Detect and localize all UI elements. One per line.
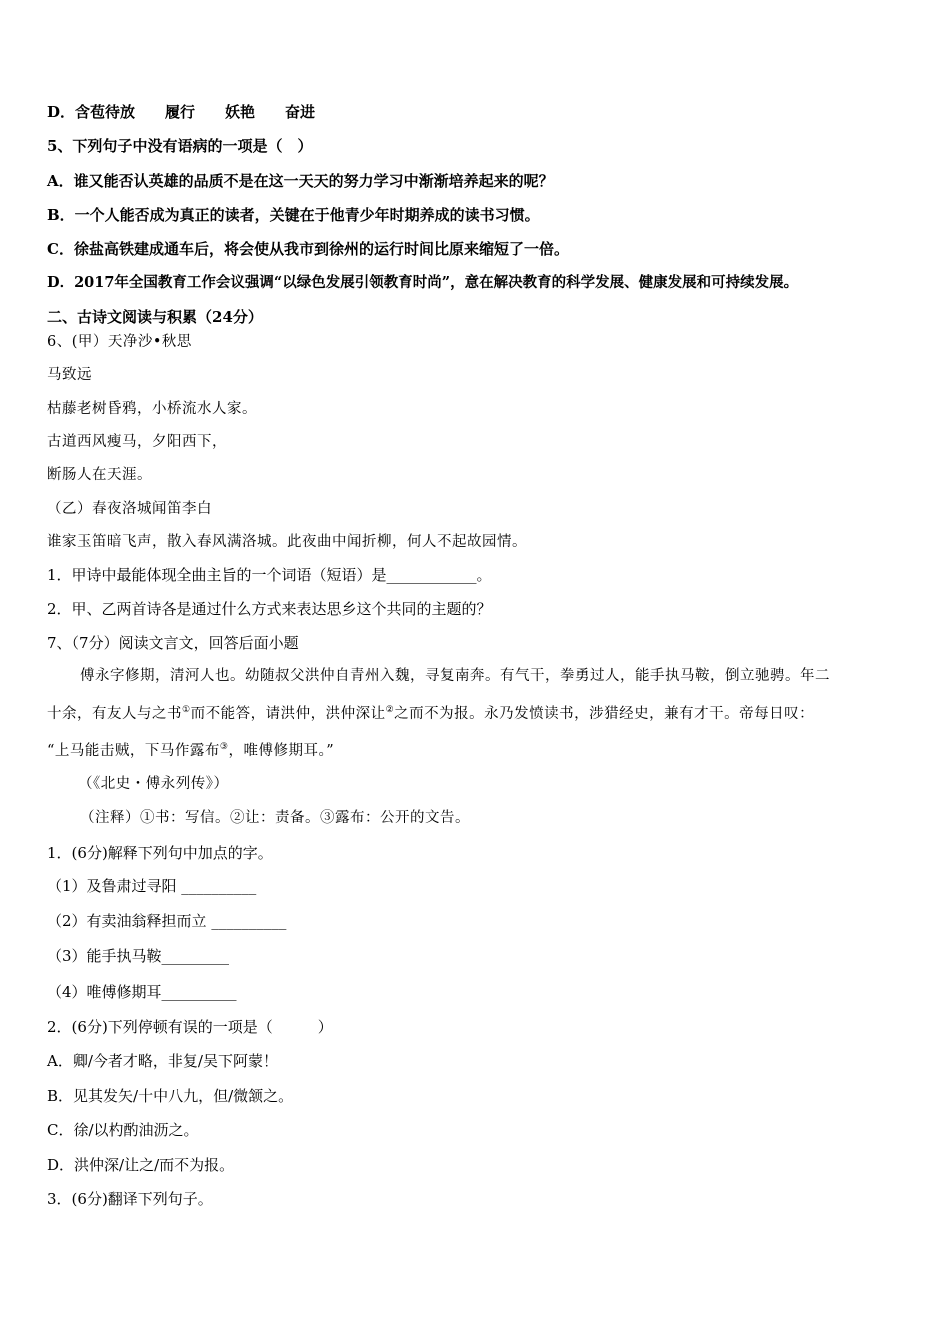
q7-sub1-item-1: （1）及鲁肃过寻阳 __________ [47,877,257,895]
q7-stem: 7、（7分）阅读文言文，回答后面小题 [47,634,299,652]
q7-sub2-stem: 2．(6分)下列停顿有误的一项是（ ） [47,1018,333,1036]
q6-poem1-author: 马致远 [47,367,92,383]
q7-sub1-item-3: （3）能手执马鞍_________ [47,947,230,965]
q5-option-a: A．谁又能否认英雄的品质不是在这一天天的努力学习中渐渐培养起来的呢？ [47,172,554,190]
passage-segment: 而不能答，请洪仲，洪仲深让 [190,706,386,722]
q7-passage-line3 [47,741,334,761]
q6-sub1: 1．甲诗中最能体现全曲主旨的一个词语（短语）是____________。 [47,566,492,584]
q7-passage-line1: 傅永字修期，清河人也。幼随叔父洪仲自青州入魏，寻复南奔。有气干，拳勇过人，能手执马鞍，倒立驰骋。年二 [80,668,830,684]
q6-poem1-line2: 古道西风瘦马，夕阳西下， [47,434,227,450]
q7-sub2-option-d: D．洪仲深/让之/而不为报。 [47,1156,235,1174]
q7-sub1-stem: 1．(6分)解释下列句中加点的字。 [47,844,273,862]
q5-option-c: C．徐盐高铁建成通车后，将会使从我市到徐州的运行时间比原来缩短了一倍。 [47,240,569,258]
q5-option-b: B．一个人能否成为真正的读者，关键在于他青少年时期养成的读书习惯。 [47,206,540,224]
q7-sub1-item-2: （2）有卖油翁释担而立 __________ [47,912,287,930]
q7-sub1-item-4: （4）唯傅修期耳__________ [47,983,237,1001]
footnote-mark-3: ③ [219,742,229,753]
footnote-mark-1: ① [182,705,191,716]
q7-passage-line2 [47,704,814,724]
q5-option-d: D．2017年全国教育工作会议强调“以绿色发展引领教育时尚”，意在解决教育的科学发展、健康发展和可持续发展。 [47,274,799,291]
passage-segment: “上马能击贼，下马作露布 [47,743,220,759]
q5-stem: 5、下列句子中没有语病的一项是（ ） [47,137,313,155]
passage-segment: 之而不为报。永乃发愤读书，涉猎经史，兼有才干。帝每日叹： [394,706,815,722]
q7-sub3-stem: 3．(6分)翻译下列句子。 [47,1190,213,1208]
q4-option-d: D．含苞待放 履行 妖艳 奋进 [47,103,316,121]
q6-poem1-line1: 枯藤老树昏鸦，小桥流水人家。 [47,401,257,417]
q6-poem2-text: 谁家玉笛暗飞声，散入春风满洛城。此夜曲中闻折柳，何人不起故园情。 [47,534,527,550]
passage-segment: ，唯傅修期耳。” [228,743,335,759]
q6-poem2-title: （乙）春夜洛城闻笛李白 [47,501,212,517]
footnote-mark-2: ② [385,705,395,716]
passage-segment: 十余，有友人与之书 [47,706,182,722]
q7-notes: （注释）①书：写信。②让：责备。③露布：公开的文告。 [80,810,470,826]
q7-sub2-option-b: B．见其发矢/十中八九，但/微颔之。 [47,1087,294,1105]
q6-poem1-line3: 断肠人在天涯。 [47,467,152,483]
q7-sub2-option-a: A．卿/今者才略，非复/吴下阿蒙！ [47,1052,278,1070]
q7-source: （《北史・傅永列传》） [78,776,229,792]
section-2-title: 二、古诗文阅读与积累（24分） [47,308,263,326]
q7-sub2-option-c: C．徐/以杓酌油沥之。 [47,1121,199,1139]
q6-poem1-title: 6、(甲）天净沙•秋思 [47,334,192,350]
q6-sub2: 2．甲、乙两首诗各是通过什么方式来表达思乡这个共同的主题的？ [47,600,492,618]
